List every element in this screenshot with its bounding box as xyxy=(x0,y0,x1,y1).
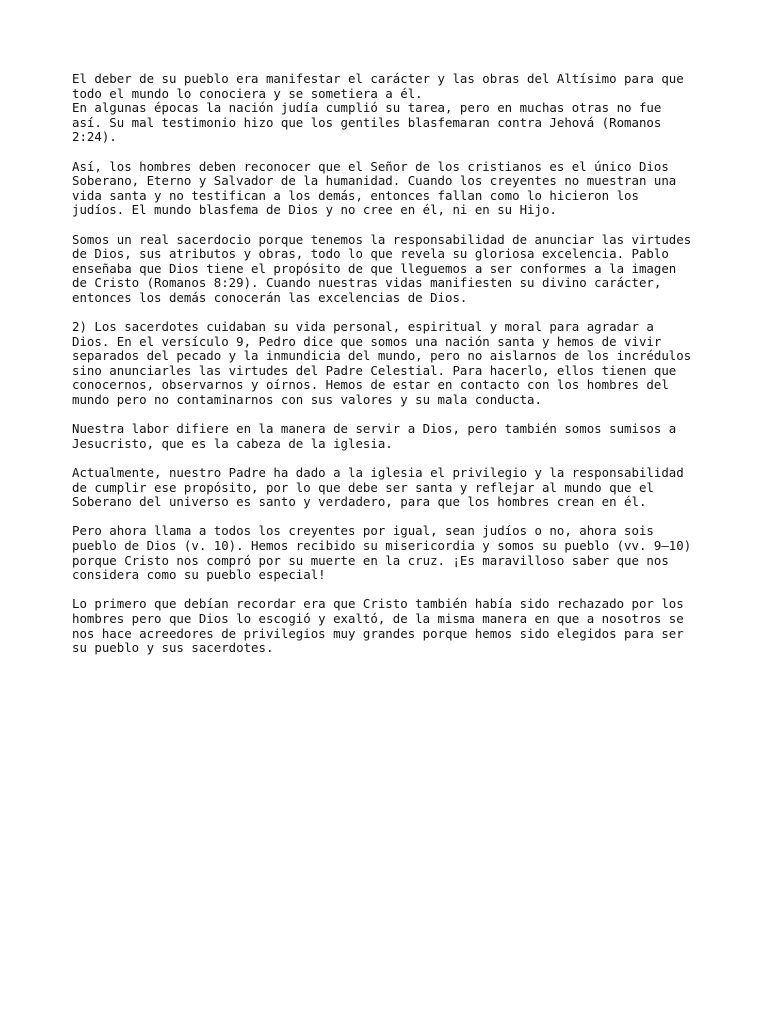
paragraph-3: Somos un real sacerdocio porque tenemos la responsabilidad de anunciar las virtudes de Dios, sus atributos y obras, todo lo que revela su gloriosa excelencia. Pablo enseñaba que Dios tiene el propósito de que lleguemos a ser conformes a la imagen de Cristo (Romanos 8:29). Cuando nuestras vidas manifiesten su divino carácter, entonces los demás conocerán las excelencias de Dios. xyxy=(72,231,692,305)
paragraph-6: Actualmente, nuestro Padre ha dado a la iglesia el privilegio y la responsabilidad de cumplir ese propósito, por lo que debe ser santa y reflejar al mundo que el Soberano del universo es santo y verdadero, para que los hombres crean en él. xyxy=(72,465,684,510)
paragraph-1: El deber de su pueblo era manifestar el carácter y las obras del Altísimo para que todo el mundo lo conociera y se sometiera a él. En algunas épocas la nación judía cumplió su tarea, pero en muchas otras no fue así. Su mal testimonio hizo que los gentiles blasfemaran contra Jehová (Romanos 2:24). xyxy=(72,71,684,145)
document-page xyxy=(72,72,704,670)
paragraph-7: Pero ahora llama a todos los creyentes por igual, sean judíos o no, ahora sois pueblo de Dios (v. 10). Hemos recibido su misericordia y somos su pueblo (vv. 9–10) porque Cristo nos compró por su muerte en la cruz. ¡Es maravilloso saber que nos considera como su pueblo especial! xyxy=(72,523,692,583)
paragraph-2: Así, los hombres deben reconocer que el Señor de los cristianos es el único Dios Soberano, Eterno y Salvador de la humanidad. Cuando los creyentes no muestran una vida santa y no testifican a los demás, entonces fallan como lo hicieron los judíos. El mundo blasfema de Dios y no cree en él, ni en su Hijo. xyxy=(72,158,677,218)
paragraph-4: 2) Los sacerdotes cuidaban su vida personal, espiritual y moral para agradar a Dios. En el versículo 9, Pedro dice que somos una nación santa y hemos de vivir separados del pecado y la inmundicia del mundo, pero no aislarnos de los incrédulos sino anunciarles las virtudes del Padre Celestial. Para hacerlo, ellos tienen que conocernos, observarnos y oírnos. Hemos de estar en contacto con los hombres del mundo pero no contaminarnos con sus valores y su mala conducta. xyxy=(72,319,692,408)
paragraph-8: Lo primero que debían recordar era que Cristo también había sido rechazado por los hombres pero que Dios lo escogió y exaltó, de la misma manera en que a nosotros se nos hace acreedores de privilegios muy grandes porque hemos sido elegidos para ser su pueblo y sus sacerdotes. xyxy=(72,596,684,656)
paragraph-5: Nuestra labor difiere en la manera de servir a Dios, pero también somos sumisos a Jesucristo, que es la cabeza de la iglesia. xyxy=(72,421,677,451)
